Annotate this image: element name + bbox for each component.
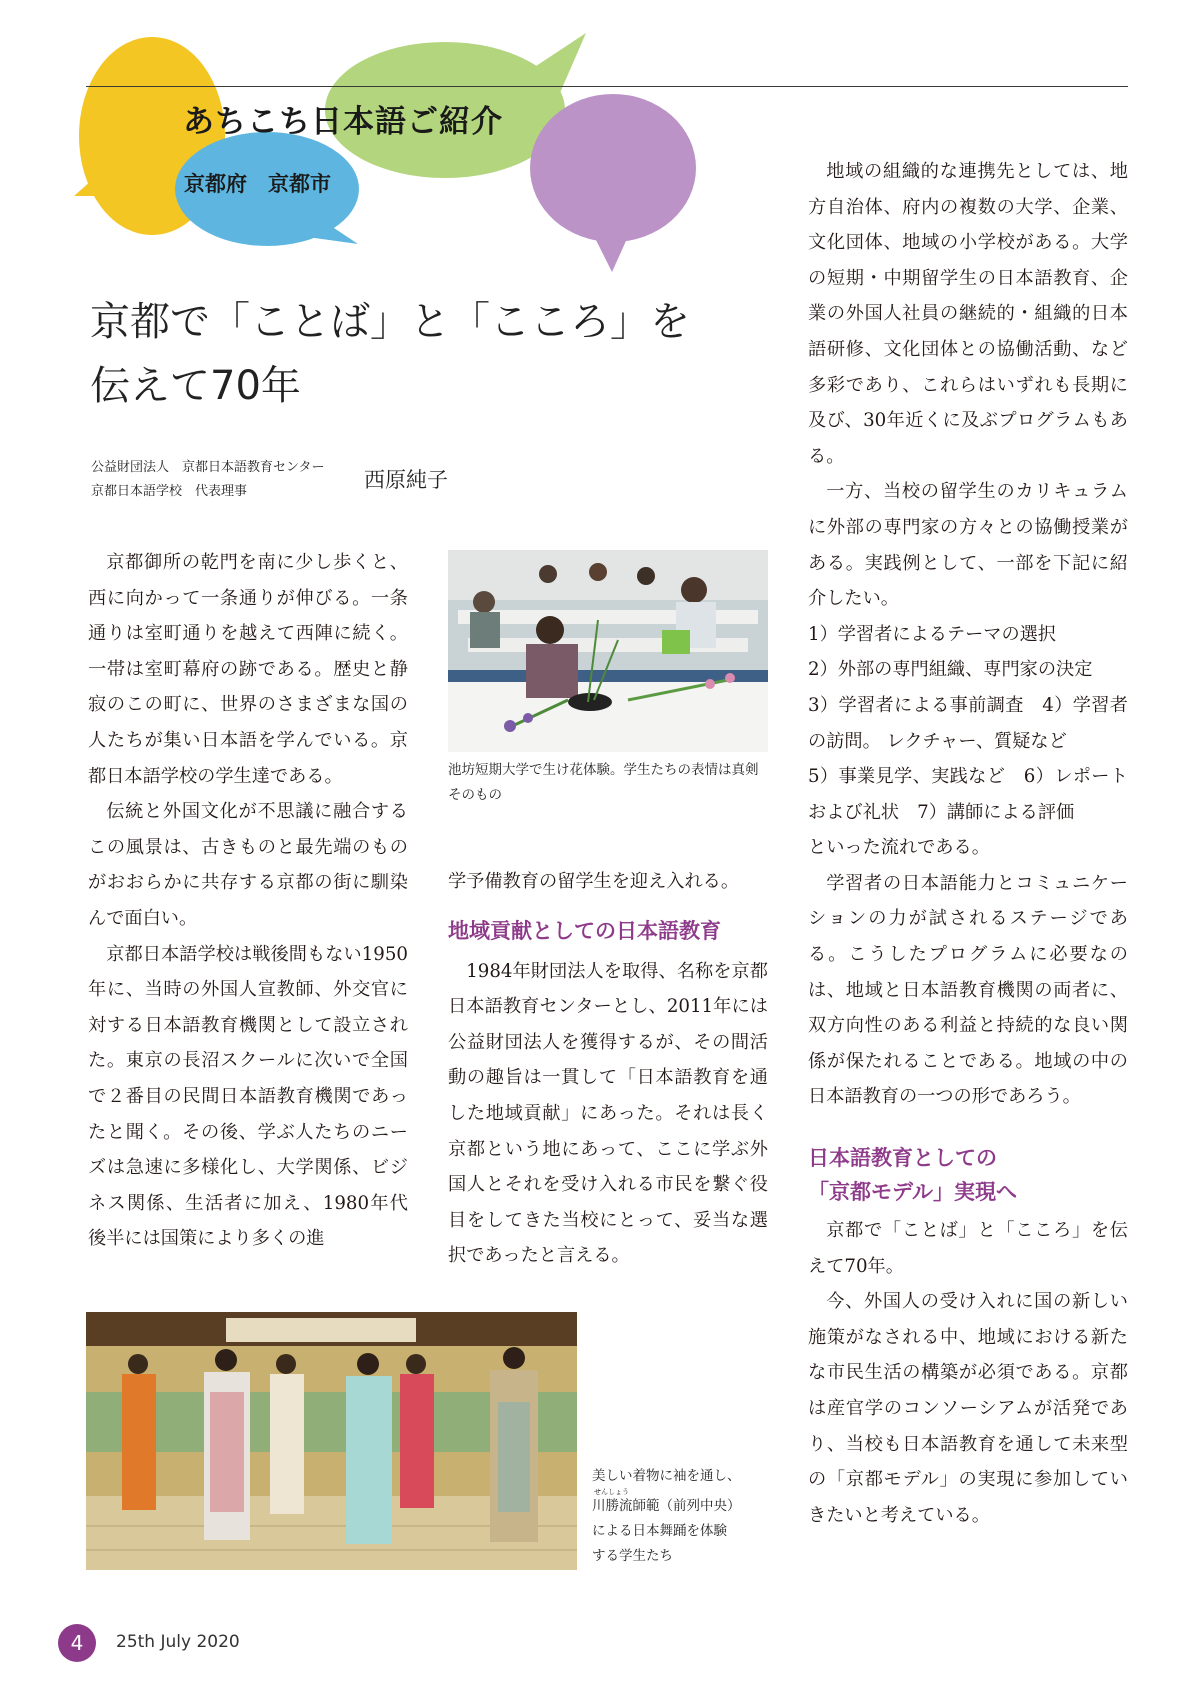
col3-paragraph-4: 京都で「ことば」と「こころ」を伝えて70年。 bbox=[808, 1220, 1128, 1277]
kimono-photo-caption bbox=[592, 1464, 772, 1569]
body-column-2 bbox=[448, 864, 768, 1274]
author-organization bbox=[91, 456, 324, 504]
author-org-line-2: 京都日本語学校 代表理事 bbox=[91, 484, 248, 499]
headline-line-1: 京都で「ことば」と「こころ」を bbox=[90, 299, 690, 345]
ikebana-photo bbox=[448, 550, 768, 752]
col1-paragraph-3: 京都日本語学校は戦後間もない1950年に、当時の外国人宣教師、外交官に対する日本語教育機関として設立された。東京の長沼スクールに次いで全国で２番目の民間日本語教育機関であったと聞く。その後、学ぶ人たちのニーズは急速に多様化し、大学関係、ビジネス関係、生活者に加え、1980年代後半には国策により多くの進 bbox=[88, 943, 408, 1250]
headline-line-2: 伝えて70年 bbox=[90, 363, 301, 409]
section-heading-community: 地域貢献としての日本語教育 bbox=[448, 918, 721, 943]
kimono-caption-line-1: 美しい着物に袖を通し、 bbox=[592, 1468, 741, 1484]
ikebana-photo-illustration bbox=[448, 550, 768, 752]
author-name: 西原純子 bbox=[364, 468, 448, 492]
col3-paragraph-3: 学習者の日本語能力とコミュニケーションの力が試されるステージである。こうしたプログラムに必要なのは、地域と日本語教育機関の両者に、双方向性のある利益と持続的な良い関係が保たれることである。地域の中の日本語教育の一つの形であろう。 bbox=[808, 872, 1128, 1108]
col3-paragraph-2: 一方、当校の留学生のカリキュラムに外部の専門家の方々との協働授業がある。実践例として、一部を下記に紹介したい。 bbox=[808, 481, 1128, 610]
col3-paragraph-1: 地域の組織的な連携先としては、地方自治体、府内の複数の大学、企業、文化団体、地域の小学校がある。大学の短期・中期留学生の日本語教育、企業の外国人社員の継続的・組織的日本語研修、文化団体との協働活動、など多彩であり、これらはいずれも長期に及び、30年近くに及ぶプログラムもある。 bbox=[808, 161, 1128, 467]
location-label: 京都府 京都市 bbox=[184, 172, 331, 196]
col2-continuation: 学予備教育の留学生を迎え入れる。 bbox=[448, 871, 740, 892]
kimono-dance-photo-illustration bbox=[86, 1312, 577, 1570]
issue-date: 25th July 2020 bbox=[116, 1632, 240, 1652]
body-column-1 bbox=[88, 545, 408, 1257]
page-number-badge: 4 bbox=[58, 1624, 96, 1662]
col3-list-end: といった流れである。 bbox=[808, 837, 990, 859]
series-title: あちこち日本語ご紹介 bbox=[183, 104, 503, 140]
kimono-caption-line-2: 川勝流師範（前列中央） bbox=[592, 1498, 741, 1514]
author-org-line-1: 公益財団法人 京都日本語教育センター bbox=[91, 460, 325, 475]
col2-paragraph: 1984年財団法人を取得、名称を京都日本語教育センターとし、2011年には公益財団法人を獲得するが、その間活動の趣旨は一貫して「日本語教育を通した地域貢献」にあった。それは長く京都という地にあって、ここに学ぶ外国人とそれを受け入れる市民を繋ぐ役目をしてきた当校にとって、妥当な選択であったと言える。 bbox=[448, 960, 768, 1267]
col1-paragraph-1: 京都御所の乾門を南に少し歩くと、西に向かって一条通りが伸びる。一条通りは室町通りを越えて西陣に続く。一帯は室町幕府の跡である。歴史と静寂のこの町に、世界のさまざまな国の人たちが集い日本語を学んでいる。京都日本語学校の学生達である。 bbox=[88, 552, 408, 787]
col3-list-item-2: 2）外部の専門組織、専門家の決定 bbox=[808, 659, 1093, 681]
section-heading-kyoto-model-line-1: 日本語教育としての bbox=[808, 1146, 997, 1171]
col3-list-item-4: 5）事業見学、実践など 6）レポートおよび礼状 7）講師による評価 bbox=[808, 766, 1128, 823]
col3-list-item-3: 3）学習者による事前調査 4）学習者の訪問。 レクチャー、質疑など bbox=[808, 694, 1128, 752]
col1-paragraph-2: 伝統と外国文化が不思議に融合するこの風景は、古きものと最先端のものがおおらかに共存する京都の街に馴染んで面白い。 bbox=[88, 801, 408, 929]
ikebana-photo-caption: 池坊短期大学で生け花体験。学生たちの表情は真剣そのもの bbox=[448, 762, 759, 803]
purple-speech-bubble bbox=[530, 94, 696, 272]
col3-list-item-1: 1）学習者によるテーマの選択 bbox=[808, 623, 1057, 645]
section-heading-kyoto-model bbox=[808, 1141, 1128, 1209]
article-headline bbox=[90, 290, 730, 418]
kimono-caption-line-4: する学生たち bbox=[592, 1548, 673, 1564]
header-rule bbox=[86, 86, 1128, 87]
section-heading-kyoto-model-line-2: 「京都モデル」実現へ bbox=[808, 1180, 1017, 1205]
col3-paragraph-5: 今、外国人の受け入れに国の新しい施策がなされる中、地域における新たな市民生活の構築が必須である。京都は産官学のコンソーシアムが活発であり、当校も日本語教育を通して未来型の「京都モデル」の実現に参加していきたいと考えている。 bbox=[808, 1291, 1128, 1526]
body-column-3 bbox=[808, 154, 1128, 1533]
kimono-caption-ruby: せんしょう bbox=[594, 1488, 629, 1496]
kimono-dance-photo bbox=[86, 1312, 577, 1570]
kimono-caption-line-3: による日本舞踊を体験 bbox=[592, 1523, 727, 1539]
